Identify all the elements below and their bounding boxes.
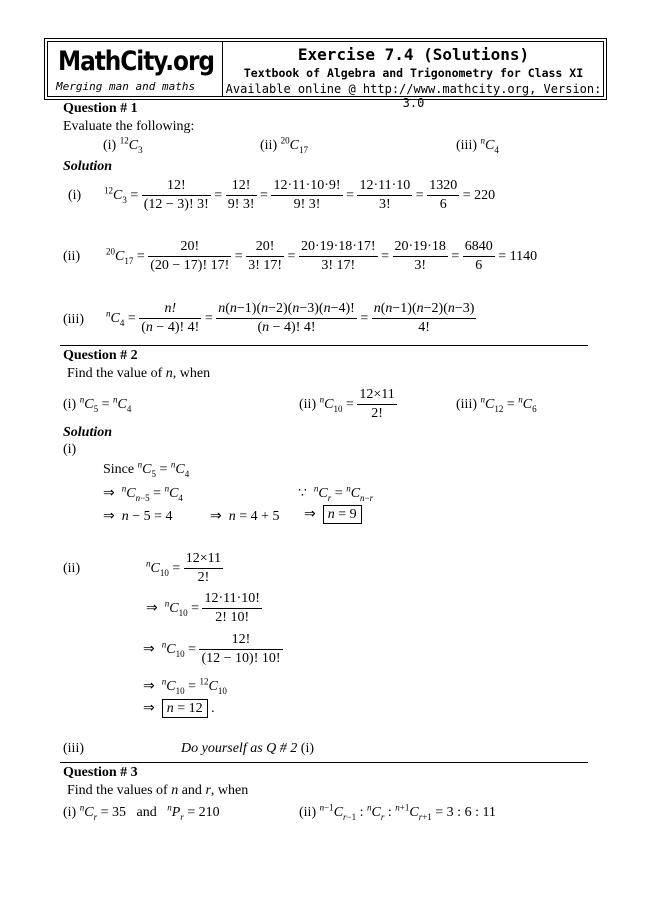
q2-sol-i-step3: ⇒ n = 4 + 5 — [210, 509, 280, 524]
q1-solution-label: Solution — [63, 159, 113, 174]
q2-part-ii: (ii) $^nC_{10}$ = $\frac{12\times 11}{2!}$ — [299, 387, 395, 421]
textbook-subtitle: Textbook of Algebra and Trigonometry for Class XI — [243, 66, 584, 80]
q2-sol-ii-line2: ⇒ $^nC_{10}$ = $\frac{12\cdot 11\cdot 10!}{2! 10!}$ — [146, 591, 260, 625]
q1-sol-ii-equation: $^{20}C_{17}$ = $\frac{20!}{(20 - 17)! 17!}$ = $\frac{20!}{3! 17!}$ = $\frac{20\cdot 19\cdot 18\cdot 17!}{3! 17!}$ = $\frac{20\cdot 19\cdot 18}{3!}$ = $\frac{6840}{6}$ = 1140 — [106, 239, 538, 273]
logo-box — [48, 42, 223, 96]
q2-sol-i-step2: ⇒ n − 5 = 4 — [103, 509, 173, 524]
q1-sol-ii-label: (ii) — [63, 249, 81, 264]
q1-sol-iii-label: (iii) — [63, 312, 84, 327]
q2-sol-i-label: (i) — [63, 442, 77, 457]
q1-prompt: Evaluate the following: — [63, 119, 195, 134]
q3-part-i: (i) $^nC_r = 35$ and $^nP_r = 210$ — [63, 802, 220, 822]
q3-part-ii: (ii) $^{n-1}C_{r-1}$ : $^nC_r$ : $^{n+1}C_{r+1} = 3$ : 6 : 11 — [299, 802, 496, 822]
q2-sol-iii-note: Do yourself as Q # 2 (i) — [181, 741, 314, 756]
q3-prompt: Find the values of — [67, 783, 168, 798]
divider-q2 — [60, 345, 588, 346]
q1-heading: Question # 1 — [63, 101, 138, 116]
since-word: Since — [103, 462, 135, 477]
q2-part-iii: (iii) $^nC_{12} = ^nC_6$ — [456, 394, 537, 414]
q2-sol-i-identity: ∵ $^nC_r = ^nC_{n-r}$ — [298, 483, 374, 503]
q2-sol-ii-label: (ii) — [63, 561, 81, 576]
q2-prompt: Find the value of — [67, 366, 163, 381]
q2-sol-i-answer: ⇒ n = 9 — [304, 508, 362, 522]
q1-sol-i-label: (i) — [68, 188, 82, 203]
q2-sol-ii-line4: ⇒ $^nC_{10} = ^{12}C_{10}$ — [143, 676, 227, 696]
title-box — [224, 42, 603, 110]
availability-line: Available online @ http://www.mathcity.org, Version: 3.0 — [225, 82, 602, 110]
q3-heading: Question # 3 — [63, 765, 138, 780]
q3-prompt-line: Find the values of n and r, when — [67, 783, 249, 798]
exercise-title: Exercise 7.4 (Solutions) — [297, 45, 530, 64]
q1-part-ii: (ii) $^{20}C_{17}$ — [260, 135, 308, 155]
q2-sol-i-since: Since $^nC_5 = ^nC_4$ — [103, 459, 190, 479]
q1-part-iii: (iii) $^nC_4$ — [456, 135, 499, 155]
q2-heading: Question # 2 — [63, 348, 138, 363]
q2-sol-i-step1: ⇒ $^nC_{n-5} = ^nC_4$ — [103, 483, 183, 503]
q2-part-i: (i) $^nC_5 = ^nC_4$ — [63, 394, 132, 414]
site-logo: MathCity.org — [58, 46, 214, 77]
divider-q3 — [60, 762, 588, 763]
q2-sol-ii-answer: ⇒ n = 12 . — [143, 701, 215, 716]
q3-when: when — [217, 783, 249, 798]
q2-sol-ii-line3: ⇒ $^nC_{10}$ = $\frac{12!}{(12 - 10)! 10!}$ — [143, 632, 281, 666]
q2-solution-label: Solution — [63, 425, 113, 440]
site-tagline: Merging man and maths — [56, 80, 196, 93]
q1-part-i: (i) $^{12}C_3$ — [103, 135, 143, 155]
q1-sol-i-equation: $^{12}C_3$ = $\frac{12!}{(12 - 3)! 3!}$ = $\frac{12!}{9! 3!}$ = $\frac{12\cdot 11\cdot 10\cdot 9!}{9! 3!}$ = $\frac{12\cdot 11\cdot 10}{3!}$ = $\frac{1320}{6}$ = 220 — [104, 178, 496, 212]
q2-sol-iii-label: (iii) — [63, 741, 84, 756]
do-yourself-text: Do yourself as Q # 2 — [181, 741, 298, 756]
q1-sol-iii-equation: $^nC_4$ = $\frac{n!}{(n - 4)! 4!}$ = $\frac{n(n-1)(n-2)(n-3)(n-4)!}{(n - 4)! 4!}$ = $\frac{n(n-1)(n-2)(n-3)}{4!}$ — [106, 301, 475, 335]
q2-prompt-line: Find the value of n, when — [67, 366, 211, 381]
q3-and: and — [181, 783, 202, 798]
q2-sol-ii-line1: $^nC_{10}$ = $\frac{12\times 11}{2!}$ — [146, 551, 222, 585]
q2-when: when — [179, 366, 211, 381]
